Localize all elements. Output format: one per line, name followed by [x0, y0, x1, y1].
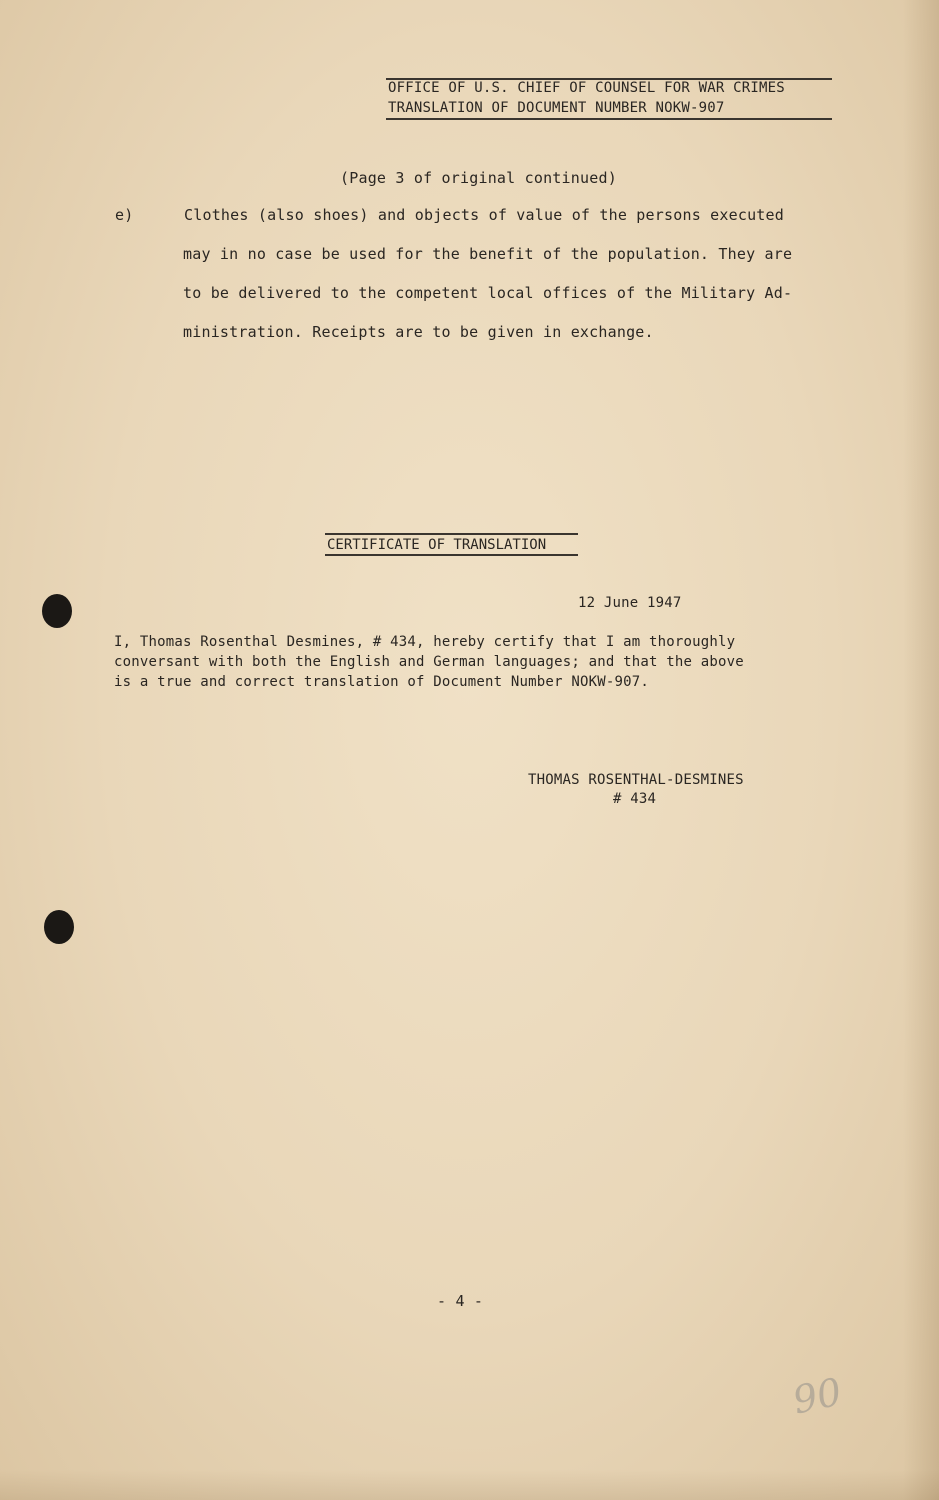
punch-hole-icon — [44, 910, 74, 944]
certificate-title: CERTIFICATE OF TRANSLATION — [327, 537, 547, 553]
page-number: - 4 - — [437, 1292, 484, 1310]
paragraph-line: to be delivered to the competent local offices of the Military Ad- — [183, 284, 793, 302]
certificate-top-rule — [325, 533, 578, 535]
header-bottom-rule — [386, 118, 832, 120]
signature-name: THOMAS ROSENTHAL-DESMINES — [528, 772, 744, 788]
certificate-body-line: conversant with both the English and German languages; and that the above — [114, 654, 744, 670]
paragraph-line: ministration. Receipts are to be given in exchange. — [183, 323, 654, 341]
certificate-body-line: I, Thomas Rosenthal Desmines, # 434, hereby certify that I am thoroughly — [114, 634, 736, 650]
header-translation-line: TRANSLATION OF DOCUMENT NUMBER NOKW-907 — [388, 100, 725, 116]
certificate-bottom-rule — [325, 554, 578, 556]
certificate-body-line: is a true and correct translation of Document Number NOKW-907. — [114, 674, 649, 690]
continuation-note: (Page 3 of original continued) — [340, 169, 617, 187]
paragraph-label: e) — [115, 206, 134, 224]
paragraph-line: Clothes (also shoes) and objects of value of the persons executed — [184, 206, 784, 224]
paragraph-line: may in no case be used for the benefit of the population. They are — [183, 245, 793, 263]
punch-hole-icon — [42, 594, 72, 628]
handwritten-page-mark: 90 — [788, 1369, 846, 1423]
certificate-date: 12 June 1947 — [578, 595, 682, 611]
signature-number: # 434 — [613, 791, 657, 807]
header-office-line: OFFICE OF U.S. CHIEF OF COUNSEL FOR WAR CRIMES — [388, 80, 785, 96]
page-bottom-shadow — [0, 1470, 939, 1500]
page-edge-shadow — [903, 0, 939, 1500]
